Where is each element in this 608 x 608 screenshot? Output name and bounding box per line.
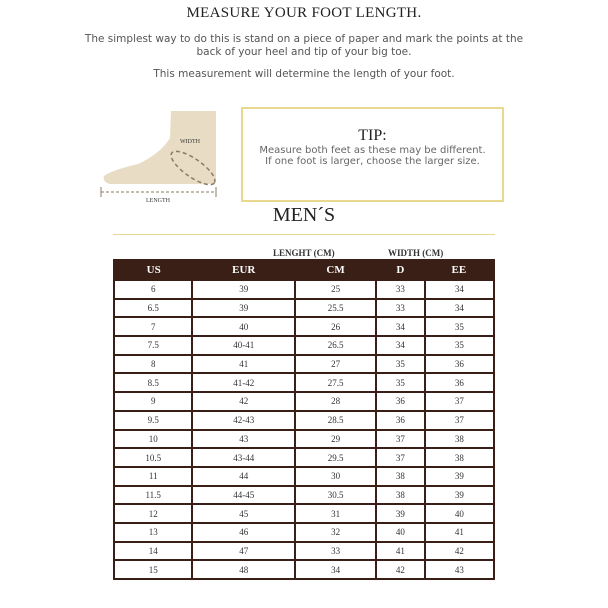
table-cell: 40 [425, 504, 494, 523]
table-cell: 14 [114, 542, 192, 561]
length-group-label: LENGHT (CM) [273, 248, 335, 258]
table-cell: 38 [376, 486, 425, 505]
table-cell: 39 [192, 299, 295, 318]
table-cell: 37 [376, 430, 425, 449]
table-cell: 8.5 [114, 373, 192, 392]
table-cell: 6.5 [114, 299, 192, 318]
table-cell: 42 [192, 392, 295, 411]
foot-diagram [98, 108, 228, 208]
column-header: EE [425, 260, 494, 280]
table-cell: 33 [376, 280, 425, 299]
table-row [114, 523, 494, 542]
table-cell: 10 [114, 430, 192, 449]
width-label: WIDTH [180, 139, 200, 145]
table-cell: 41-42 [192, 373, 295, 392]
table-row [114, 486, 494, 505]
table-cell: 10.5 [114, 448, 192, 467]
table-row [114, 317, 494, 336]
tip-line: If one foot is larger, choose the larger size. [265, 156, 480, 167]
table-cell: 33 [376, 299, 425, 318]
table-cell: 11 [114, 467, 192, 486]
table-cell: 12 [114, 504, 192, 523]
table-cell: 37 [376, 448, 425, 467]
table-row [114, 448, 494, 467]
intro-note: This measurement will determine the length of your foot. [153, 68, 455, 80]
table-cell: 27 [295, 355, 376, 374]
table-cell: 29 [295, 430, 376, 449]
table-cell: 42-43 [192, 411, 295, 430]
size-table [113, 259, 495, 580]
table-cell: 43 [192, 430, 295, 449]
table-cell: 34 [425, 299, 494, 318]
table-cell: 33 [295, 542, 376, 561]
table-row [114, 560, 494, 579]
table-cell: 6 [114, 280, 192, 299]
table-cell: 36 [425, 355, 494, 374]
intro-text: The simplest way to do this is stand on a piece of paper and mark the points at the back of your heel and tip of your big toe. [84, 33, 524, 58]
table-row [114, 542, 494, 561]
table-cell: 32 [295, 523, 376, 542]
table-cell: 37 [425, 411, 494, 430]
section-title: MEN´S [272, 204, 336, 226]
table-cell: 15 [114, 560, 192, 579]
table-cell: 39 [425, 467, 494, 486]
table-cell: 34 [425, 280, 494, 299]
table-cell: 8 [114, 355, 192, 374]
table-cell: 41 [376, 542, 425, 561]
table-row [114, 373, 494, 392]
table-cell: 47 [192, 542, 295, 561]
table-cell: 34 [295, 560, 376, 579]
table-row [114, 355, 494, 374]
table-cell: 38 [425, 430, 494, 449]
table-cell: 38 [425, 448, 494, 467]
table-cell: 38 [376, 467, 425, 486]
table-row [114, 280, 494, 299]
table-cell: 48 [192, 560, 295, 579]
table-row [114, 392, 494, 411]
table-cell: 37 [425, 392, 494, 411]
table-cell: 13 [114, 523, 192, 542]
table-row [114, 411, 494, 430]
table-cell: 40-41 [192, 336, 295, 355]
page-title: MEASURE YOUR FOOT LENGTH. [186, 5, 422, 21]
table-cell: 40 [192, 317, 295, 336]
table-cell: 26 [295, 317, 376, 336]
table-cell: 36 [376, 392, 425, 411]
table-cell: 44 [192, 467, 295, 486]
table-cell: 28 [295, 392, 376, 411]
tip-box [241, 107, 504, 202]
table-cell: 30.5 [295, 486, 376, 505]
table-cell: 35 [425, 317, 494, 336]
table-cell: 39 [376, 504, 425, 523]
table-row [114, 467, 494, 486]
table-row [114, 336, 494, 355]
table-cell: 34 [376, 336, 425, 355]
table-cell: 9.5 [114, 411, 192, 430]
table-cell: 39 [425, 486, 494, 505]
column-header: US [114, 260, 192, 280]
table-cell: 7.5 [114, 336, 192, 355]
table-cell: 45 [192, 504, 295, 523]
table-cell: 41 [425, 523, 494, 542]
column-header: EUR [192, 260, 295, 280]
foot-illustration-icon [98, 108, 228, 208]
table-cell: 39 [192, 280, 295, 299]
table-cell: 42 [425, 542, 494, 561]
tip-line: Measure both feet as these may be different. [259, 145, 486, 156]
divider [113, 234, 495, 235]
width-group-label: WIDTH (CM) [388, 248, 444, 258]
table-cell: 26.5 [295, 336, 376, 355]
table-cell: 41 [192, 355, 295, 374]
table-row [114, 504, 494, 523]
table-cell: 35 [376, 373, 425, 392]
table-cell: 43-44 [192, 448, 295, 467]
table-cell: 36 [425, 373, 494, 392]
table-cell: 29.5 [295, 448, 376, 467]
table-cell: 43 [425, 560, 494, 579]
table-row [114, 299, 494, 318]
table-cell: 35 [376, 355, 425, 374]
tip-title: TIP: [358, 127, 387, 144]
table-row [114, 430, 494, 449]
table-cell: 34 [376, 317, 425, 336]
length-label: LENGTH [146, 198, 170, 204]
table-cell: 25 [295, 280, 376, 299]
table-cell: 28.5 [295, 411, 376, 430]
table-cell: 44-45 [192, 486, 295, 505]
table-cell: 35 [425, 336, 494, 355]
table-cell: 11.5 [114, 486, 192, 505]
column-header: D [376, 260, 425, 280]
table-cell: 7 [114, 317, 192, 336]
table-cell: 40 [376, 523, 425, 542]
table-cell: 42 [376, 560, 425, 579]
column-header: CM [295, 260, 376, 280]
table-cell: 9 [114, 392, 192, 411]
table-cell: 31 [295, 504, 376, 523]
table-cell: 27.5 [295, 373, 376, 392]
table-cell: 25.5 [295, 299, 376, 318]
table-cell: 46 [192, 523, 295, 542]
table-cell: 36 [376, 411, 425, 430]
table-cell: 30 [295, 467, 376, 486]
